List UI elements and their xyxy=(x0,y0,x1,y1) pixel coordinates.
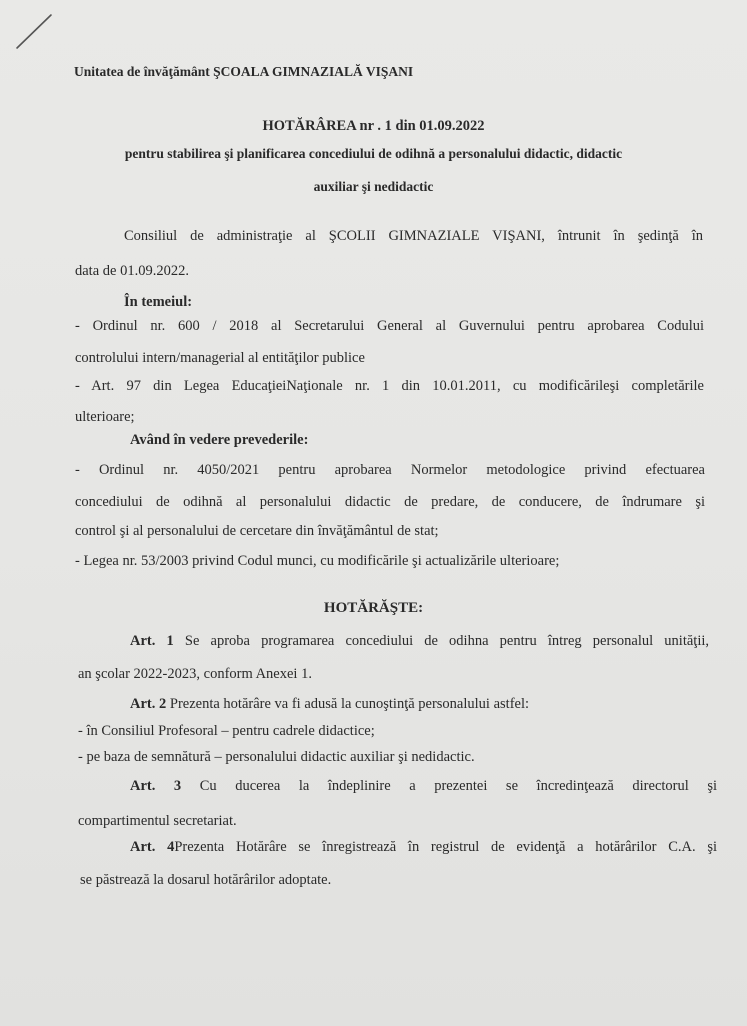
prevederi-heading: Având în vedere prevederile: xyxy=(130,432,309,448)
art4-text: Prezenta Hotărâre se înregistrează în registrul de evidenţă a hotărârilor C.A. şi xyxy=(174,839,717,855)
art2-label: Art. 2 xyxy=(130,696,167,712)
art3-text: Cu ducerea la îndeplinire a prezentei se încredinţează directorul şi xyxy=(199,778,717,794)
art2-text: Prezenta hotărâre va fi adusă la cunoştinţă personalului astfel: xyxy=(169,696,530,712)
temeiul-item1-line1: - Ordinul nr. 600 / 2018 al Secretarului General al Guvernului pentru aprobarea Codului xyxy=(75,318,704,334)
decision-title: HOTĂRÂREA nr . 1 din 01.09.2022 xyxy=(262,118,485,134)
art2-item2: - pe baza de semnătură – personalului didactic auxiliar şi nedidactic. xyxy=(78,749,475,765)
decision-heading: HOTĂRĂŞTE: xyxy=(323,600,424,616)
intro-line1: Consiliul de administraţie al ŞCOLII GIMNAZIALE VIŞANI, întrunit în şedinţă în xyxy=(124,228,703,244)
art3-line1 xyxy=(130,778,717,795)
temeiul-item2-line1: - Art. 97 din Legea EducaţieiNaţionale nr. 1 din 10.01.2011, cu modificărileşi completările xyxy=(75,378,704,394)
prevederi-item1-line3: control şi al personalului de cercetare din învăţământul de stat; xyxy=(75,523,439,539)
decision-subtitle-line1: pentru stabilirea şi planificarea concediului de odihnă a personalului didactic, didactic xyxy=(124,146,623,161)
school-name: Unitatea de învăţământ ŞCOALA GIMNAZIALĂ VIŞANI xyxy=(74,64,414,79)
prevederi-item1-line1: - Ordinul nr. 4050/2021 pentru aprobarea Normelor metodologice privind efectuarea xyxy=(75,462,705,478)
art4-label: Art. 4 xyxy=(130,839,175,855)
art1-line1 xyxy=(130,633,709,650)
art4-line2: se păstrează la dosarul hotărârilor adoptate. xyxy=(80,872,332,888)
art1-text: Se aproba programarea concediului de odihna pentru întreg personalul unităţii, xyxy=(184,633,709,649)
art1-line2: an şcolar 2022-2023, conform Anexei 1. xyxy=(78,666,312,682)
intro-line2: data de 01.09.2022. xyxy=(75,263,189,279)
art2-item1: - în Consiliul Profesoral – pentru cadrele didactice; xyxy=(78,723,375,739)
art4-line1 xyxy=(130,839,717,856)
pen-stroke-mark xyxy=(14,10,56,52)
art1-label: Art. 1 xyxy=(130,633,174,649)
temeiul-heading: În temeiul: xyxy=(124,294,193,310)
temeiul-item1-line2: controlului intern/managerial al entităţilor publice xyxy=(75,350,365,366)
art3-label: Art. 3 xyxy=(130,778,182,794)
prevederi-item1-line2: concediului de odihnă al personalului didactic de predare, de conducere, de îndrumare şi xyxy=(75,494,705,510)
art2-line xyxy=(130,696,529,713)
decision-subtitle-line2: auxiliar şi nedidactic xyxy=(313,179,434,194)
temeiul-item2-line2: ulterioare; xyxy=(75,409,135,425)
art3-line2: compartimentul secretariat. xyxy=(78,813,237,829)
prevederi-item2: - Legea nr. 53/2003 privind Codul munci, cu modificările şi actualizările ulterioare; xyxy=(75,553,560,569)
